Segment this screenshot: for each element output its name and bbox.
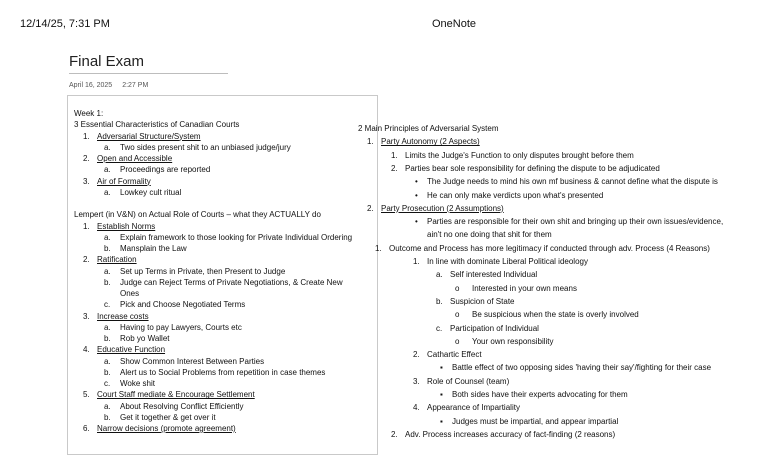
outline-text: Judge can Reject Terms of Private Negotiations, & Create New <box>120 277 343 287</box>
list-marker: c. <box>104 379 111 388</box>
list-marker: a. <box>436 270 443 280</box>
list-marker: a. <box>104 165 111 175</box>
list-marker: b. <box>104 334 111 343</box>
outline-text: The Judge needs to mind his own mf business & cannot define what the dispute is <box>427 177 718 187</box>
list-marker: 1. <box>375 243 382 253</box>
outline-text: He can only make verdicts upon what's presented <box>427 190 604 200</box>
list-marker: 1. <box>367 137 374 147</box>
list-marker: 2. <box>413 350 420 360</box>
title-divider <box>69 73 228 74</box>
outline-text: Be suspicious when the state is overly involved <box>472 310 639 320</box>
list-marker: a. <box>104 356 111 366</box>
list-marker: • <box>415 177 418 187</box>
outline-text: Pick and Choose Negotiated Terms <box>120 300 246 310</box>
list-marker: 1. <box>413 257 420 266</box>
outline-text: Open and Accessible <box>97 154 173 163</box>
outline-text: Parties are responsible for their own shit and bringing up their own issues/evidence, <box>427 217 724 227</box>
outline-text: 3 Essential Characteristics of Canadian Courts <box>74 120 240 130</box>
outline-text: Judges must be impartial, and appear impartial <box>452 416 619 426</box>
list-marker: b. <box>104 277 111 287</box>
list-marker: ▪ <box>440 416 443 426</box>
page-date: April 16, 2025 <box>69 82 113 89</box>
list-marker: 2. <box>83 255 90 265</box>
list-marker: b. <box>104 412 111 422</box>
outline-text: Cathartic Effect <box>427 350 482 360</box>
list-marker: c. <box>104 300 111 310</box>
list-marker: 3. <box>83 311 90 321</box>
outline-text: Ratification <box>97 255 137 265</box>
list-marker: 3. <box>413 376 420 386</box>
page-time: 2:27 PM <box>122 82 149 89</box>
outline-text: Both sides have their experts advocating for them <box>452 390 628 399</box>
outline-text: Alert us to Social Problems from repetition in case themes <box>120 367 326 377</box>
outline-text: Week 1: <box>74 109 104 118</box>
list-marker: b. <box>436 296 443 306</box>
outline-text: Participation of Individual <box>450 323 539 333</box>
outline-text: Two sides present shit to an unbiased judge/jury <box>120 142 291 152</box>
outline-text: Mansplain the Law <box>120 244 187 253</box>
outline-text: Adv. Process increases accuracy of fact-finding (2 reasons) <box>405 429 616 439</box>
page-timestamp <box>69 82 148 89</box>
list-marker: 1. <box>83 131 90 141</box>
outline-text: Having to pay Lawyers, Courts etc <box>120 322 242 332</box>
outline-text: Establish Norms <box>97 221 156 231</box>
list-marker: ▪ <box>440 390 443 399</box>
list-marker: b. <box>104 244 111 253</box>
list-marker: ▪ <box>440 363 443 373</box>
list-marker: 2. <box>367 203 374 213</box>
print-datetime: 12/14/25, 7:31 PM <box>20 18 110 30</box>
list-marker: 2. <box>391 429 398 439</box>
outline-text: Woke shit <box>120 379 155 388</box>
outline-text: Party Prosecution (2 Assumptions) <box>381 203 504 213</box>
outline-text: ain't no one doing that shit for them <box>427 230 552 240</box>
outline-text: Court Staff mediate & Encourage Settlement <box>97 390 255 400</box>
outline-text: Lempert (in V&N) on Actual Role of Courts – what they ACTUALLY do <box>74 210 321 220</box>
list-marker: o <box>455 283 460 293</box>
outline-text: In line with dominate Liberal Political ideology <box>427 257 588 266</box>
list-marker: 4. <box>83 345 90 355</box>
outline-text: Outcome and Process has more legitimacy if conducted through adv. Process (4 Reasons) <box>389 243 710 253</box>
list-marker: 2. <box>83 154 90 163</box>
list-marker: 3. <box>83 176 90 186</box>
list-marker: a. <box>104 187 111 197</box>
list-marker: • <box>415 217 418 227</box>
outline-text: Proceedings are reported <box>120 165 211 175</box>
outline-text: Get it together & get over it <box>120 412 216 422</box>
outline-text: 2 Main Principles of Adversarial System <box>358 124 499 133</box>
list-marker: a. <box>104 401 111 411</box>
outline-text: Rob yo Wallet <box>120 334 170 343</box>
list-marker: 1. <box>83 221 90 231</box>
page-title[interactable]: Final Exam <box>69 53 145 70</box>
outline-text: Party Autonomy (2 Aspects) <box>381 137 480 147</box>
outline-text: Appearance of Impartiality <box>427 403 520 413</box>
outline-text: Interested in your own means <box>472 283 577 293</box>
outline-text: Suspicion of State <box>450 296 515 306</box>
outline-text: Show Common Interest Between Parties <box>120 356 265 366</box>
list-marker: c. <box>436 323 443 333</box>
outline-text: Narrow decisions (promote agreement) <box>97 424 236 433</box>
outline-text: Air of Formality <box>97 176 151 186</box>
list-marker: o <box>455 336 460 346</box>
list-marker: a. <box>104 142 111 152</box>
list-marker: • <box>415 190 418 200</box>
outline-text: Battle effect of two opposing sides 'having their say'/fighting for their case <box>452 363 712 373</box>
outline-text: Lowkey cult ritual <box>120 187 182 197</box>
list-marker: 6. <box>83 424 90 433</box>
outline-text: Set up Terms in Private, then Present to Judge <box>120 266 286 276</box>
list-marker: b. <box>104 367 111 377</box>
outline-text: Self interested Individual <box>450 270 538 280</box>
list-marker: 4. <box>413 403 420 413</box>
list-marker: a. <box>104 266 111 276</box>
outline-text: Parties bear sole responsibility for defining the dispute to be adjudicated <box>405 163 660 173</box>
app-name: OneNote <box>432 18 477 30</box>
list-marker: a. <box>104 232 111 242</box>
outline-text: Limits the Judge's Function to only disputes brought before them <box>405 150 634 160</box>
outline-text: Ones <box>120 289 140 298</box>
outline-text: Role of Counsel (team) <box>427 376 510 386</box>
outline-text: About Resolving Conflict Efficiently <box>120 401 244 411</box>
list-marker: 1. <box>391 150 398 160</box>
list-marker: a. <box>104 322 111 332</box>
list-marker: o <box>455 310 460 320</box>
outline-text: Your own responsibility <box>472 336 554 346</box>
outline-text: Adversarial Structure/System <box>97 131 201 141</box>
list-marker: 2. <box>391 163 398 173</box>
list-marker: 5. <box>83 390 90 400</box>
outline-text: Educative Function <box>97 345 166 355</box>
outline-text: Explain framework to those looking for Private Individual Ordering <box>120 232 353 242</box>
outline-text: Increase costs <box>97 311 149 321</box>
